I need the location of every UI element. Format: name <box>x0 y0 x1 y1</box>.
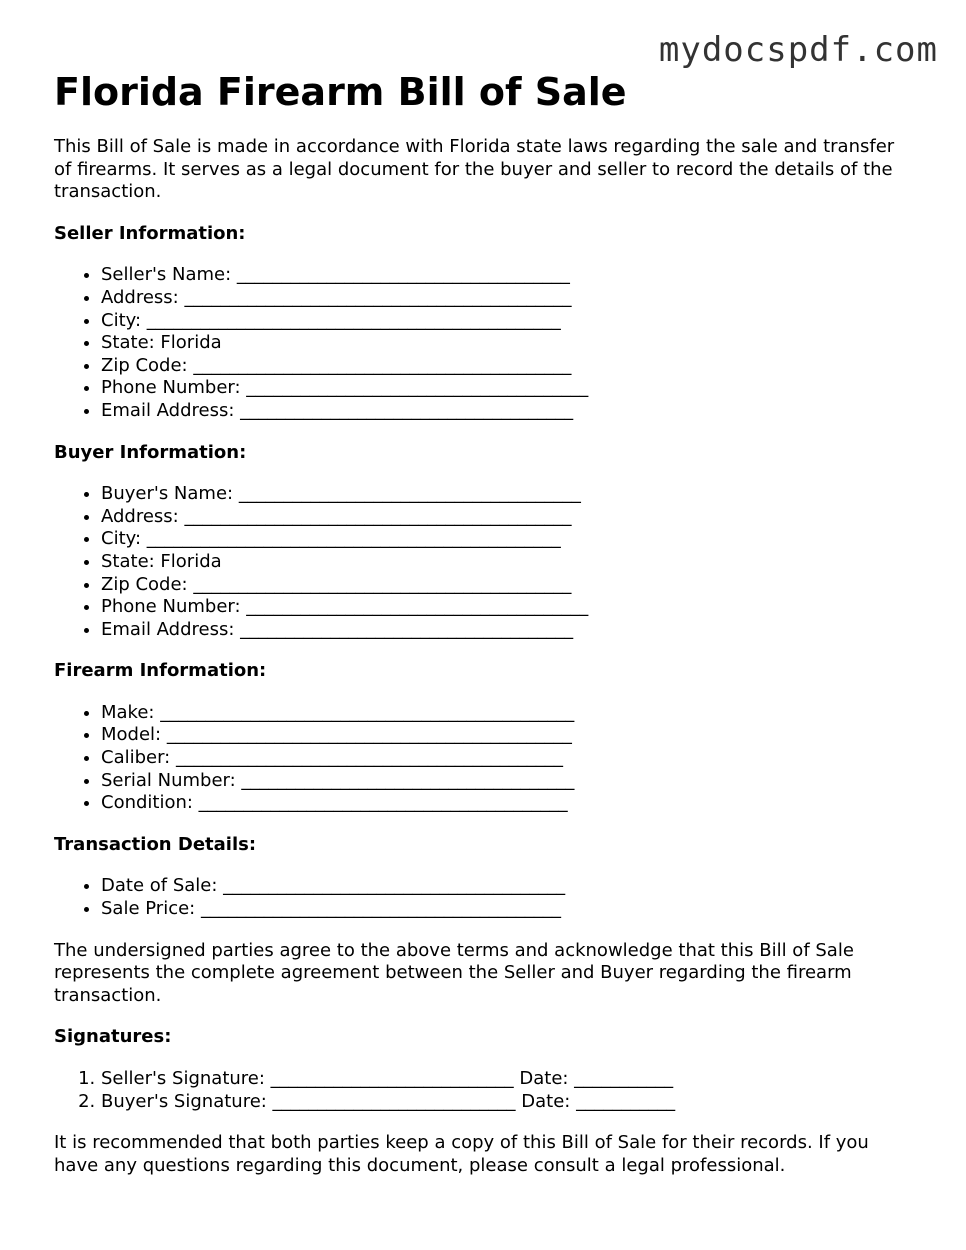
document-page <box>54 70 924 1177</box>
seller-signature-field[interactable]: 1. Seller's Signature: ___________________________ Date: ___________ <box>101 1068 924 1091</box>
sale-price-field[interactable]: • Sale Price: ________________________________________ <box>101 898 924 921</box>
seller-email-field[interactable]: • Email Address: _____________________________________ <box>101 400 924 423</box>
page-title: Florida Firearm Bill of Sale <box>54 70 627 114</box>
firearm-model-field[interactable]: • Model: _____________________________________________ <box>101 724 924 747</box>
agreement-paragraph: The undersigned parties agree to the above terms and acknowledge that this Bill of Sale represents the complete agreement between the Seller and Buyer regarding the firearm transaction. <box>54 939 854 1006</box>
buyer-name-field[interactable]: • Buyer's Name: ______________________________________ <box>101 483 924 506</box>
closing-paragraph: It is recommended that both parties keep a copy of this Bill of Sale for their records. If you have any questions regarding this document, please consult a legal professional. <box>54 1132 869 1176</box>
intro-paragraph: This Bill of Sale is made in accordance with Florida state laws regarding the sale and transfer of firearms. It serves as a legal document for the buyer and seller to record the details of the transaction. <box>54 136 895 203</box>
buyer-email-field[interactable]: • Email Address: _____________________________________ <box>101 619 924 642</box>
buyer-address-field[interactable]: • Address: ___________________________________________ <box>101 506 924 529</box>
sale-date-field[interactable]: • Date of Sale: ______________________________________ <box>101 875 924 898</box>
seller-field-list <box>54 264 924 422</box>
transaction-section-heading: Transaction Details: <box>54 833 257 855</box>
buyer-signature-field[interactable]: 2. Buyer's Signature: ___________________________ Date: ___________ <box>101 1091 924 1114</box>
buyer-field-list <box>54 483 924 641</box>
buyer-state-field: • State: Florida <box>101 551 924 574</box>
firearm-make-field[interactable]: • Make: ______________________________________________ <box>101 702 924 725</box>
seller-zip-field[interactable]: • Zip Code: __________________________________________ <box>101 355 924 378</box>
seller-section-heading: Seller Information: <box>54 222 246 244</box>
signatures-section-heading: Signatures: <box>54 1026 172 1048</box>
signatures-list <box>54 1068 924 1113</box>
firearm-section-heading: Firearm Information: <box>54 660 267 682</box>
firearm-condition-field[interactable]: • Condition: _________________________________________ <box>101 792 924 815</box>
transaction-field-list <box>54 875 924 920</box>
firearm-field-list <box>54 702 924 815</box>
seller-name-field[interactable]: • Seller's Name: _____________________________________ <box>101 264 924 287</box>
seller-state-field: • State: Florida <box>101 332 924 355</box>
firearm-serial-field[interactable]: • Serial Number: _____________________________________ <box>101 770 924 793</box>
buyer-city-field[interactable]: • City: ______________________________________________ <box>101 528 924 551</box>
watermark-text: mydocspdf.com <box>658 30 938 70</box>
buyer-phone-field[interactable]: • Phone Number: ______________________________________ <box>101 596 924 619</box>
seller-city-field[interactable]: • City: ______________________________________________ <box>101 310 924 333</box>
buyer-section-heading: Buyer Information: <box>54 441 247 463</box>
seller-phone-field[interactable]: • Phone Number: ______________________________________ <box>101 377 924 400</box>
firearm-caliber-field[interactable]: • Caliber: ___________________________________________ <box>101 747 924 770</box>
seller-address-field[interactable]: • Address: ___________________________________________ <box>101 287 924 310</box>
buyer-zip-field[interactable]: • Zip Code: __________________________________________ <box>101 574 924 597</box>
